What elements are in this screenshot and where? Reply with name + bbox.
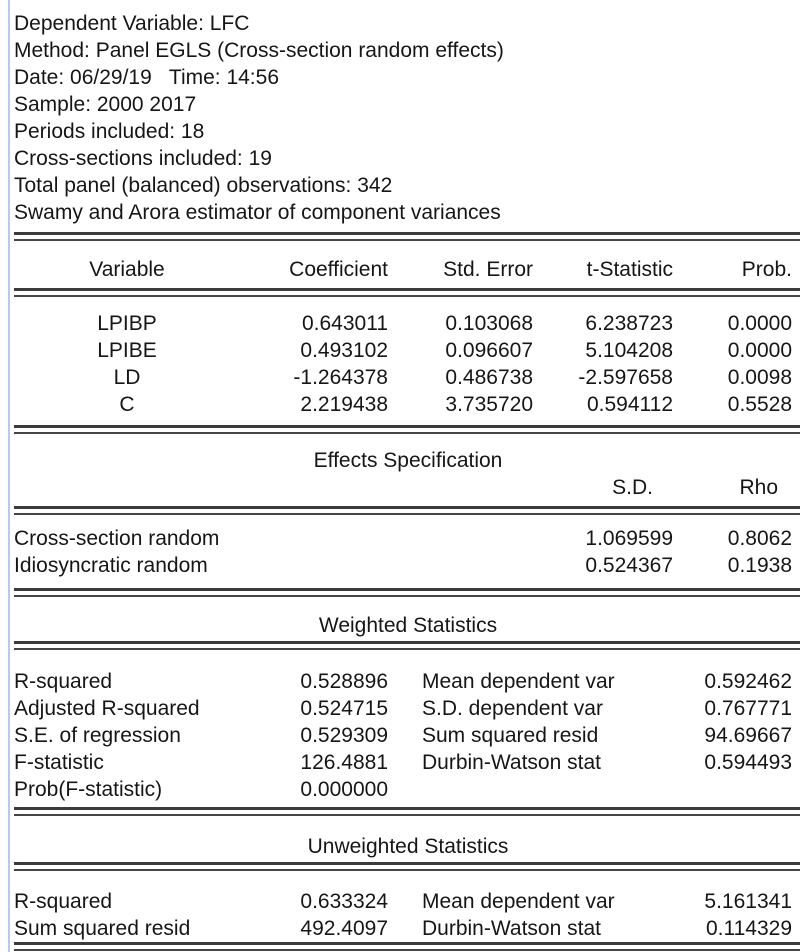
stat-label: Adjusted R-squared: [14, 697, 200, 720]
spacer: [14, 474, 533, 501]
stat-value: 94.69667: [704, 724, 792, 747]
stat-label: Durbin-Watson stat: [422, 751, 601, 774]
divider-rule: [14, 425, 800, 434]
stat-value: 0.592462: [704, 670, 792, 693]
cross-sections-line: Cross-sections included: 19: [14, 147, 272, 170]
coefficient-cell: 2.219438: [300, 393, 388, 416]
stat-value: [644, 776, 792, 803]
coefficient-cell: -1.264378: [293, 366, 388, 389]
stat-value: 492.4097: [300, 917, 388, 940]
column-header-rho: Rho: [739, 476, 778, 499]
column-header-coefficient: Coefficient: [289, 258, 388, 281]
t-statistic-cell: 5.104208: [585, 339, 673, 362]
variable-cell: LPIBE: [97, 339, 157, 362]
coefficient-cell: 0.493102: [300, 339, 388, 362]
method-line: Method: Panel EGLS (Cross-section random effects): [14, 39, 504, 62]
std-error-cell: 0.096607: [445, 339, 533, 362]
stat-value: 0.524715: [300, 697, 388, 720]
sd-value: 0.524367: [585, 554, 673, 577]
stat-value: 0.767771: [704, 697, 792, 720]
stat-value: 5.161341: [704, 890, 792, 913]
stat-label: S.D. dependent var: [422, 697, 603, 720]
divider-rule: [14, 506, 800, 515]
divider-rule: [14, 862, 800, 871]
std-error-cell: 0.486738: [445, 366, 533, 389]
divider-rule: [14, 232, 800, 241]
stat-label: Mean dependent var: [422, 890, 615, 913]
divider-rule: [14, 588, 800, 597]
coefficient-table-body: [14, 310, 792, 418]
sd-value: 1.069599: [585, 527, 673, 550]
column-header-prob: Prob.: [741, 258, 792, 281]
stat-label: Sum squared resid: [14, 917, 191, 940]
t-statistic-cell: -2.597658: [578, 366, 673, 389]
dependent-variable-line: Dependent Variable: LFC: [14, 12, 250, 35]
sample-line: Sample: 2000 2017: [14, 93, 197, 116]
effects-specification-header: [14, 474, 792, 501]
effects-specification-body: [14, 525, 792, 579]
stat-label: [388, 776, 644, 803]
stat-value: 0.528896: [300, 670, 388, 693]
estimator-line: Swamy and Arora estimator of component variances: [14, 201, 501, 224]
divider-rule: [14, 641, 800, 650]
divider-rule: [14, 807, 800, 816]
weighted-statistics-title: Weighted Statistics: [318, 614, 498, 637]
stat-value: 0.000000: [300, 778, 388, 801]
column-header-t-statistic: t-Statistic: [586, 258, 673, 281]
weighted-statistics-body: [14, 668, 792, 803]
stat-label: Mean dependent var: [422, 670, 615, 693]
prob-cell: 0.0000: [727, 339, 792, 362]
column-header-std-error: Std. Error: [443, 258, 533, 281]
std-error-cell: 0.103068: [445, 312, 533, 335]
t-statistic-cell: 0.594112: [586, 393, 673, 416]
unweighted-statistics-title: Unweighted Statistics: [307, 835, 509, 858]
coefficient-table-header: [14, 256, 792, 283]
regression-summary-header: [14, 0, 800, 226]
date-time-line: Date: 06/29/19 Time: 14:56: [14, 66, 280, 89]
prob-cell: 0.5528: [727, 393, 792, 416]
prob-cell: 0.0000: [727, 312, 792, 335]
stat-label: Durbin-Watson stat: [422, 917, 601, 940]
std-error-cell: 3.735720: [445, 393, 533, 416]
stat-label: S.E. of regression: [14, 724, 181, 747]
stat-label: Prob(F-statistic): [14, 778, 163, 801]
stat-value: 0.114329: [705, 917, 792, 940]
coefficient-cell: 0.643011: [301, 312, 388, 335]
stat-value: 0.529309: [300, 724, 388, 747]
column-header-variable: Variable: [89, 258, 165, 281]
divider-rule: [14, 288, 800, 297]
stat-value: 0.633324: [300, 890, 388, 913]
periods-line: Periods included: 18: [14, 120, 205, 143]
effects-label: Idiosyncratic random: [14, 554, 208, 577]
t-statistic-cell: 6.238723: [585, 312, 673, 335]
variable-cell: LPIBP: [97, 312, 157, 335]
variable-cell: LD: [113, 366, 141, 389]
eviews-regression-output: [8, 0, 800, 952]
observations-line: Total panel (balanced) observations: 342: [14, 174, 393, 197]
effects-label: Cross-section random: [14, 527, 220, 550]
stat-value: 0.594493: [704, 751, 792, 774]
column-header-sd: S.D.: [612, 476, 653, 499]
divider-rule: [14, 942, 800, 951]
stat-label: Sum squared resid: [422, 724, 599, 747]
variable-cell: C: [119, 393, 135, 416]
stat-label: F-statistic: [14, 751, 104, 774]
stat-value: 126.4881: [300, 751, 388, 774]
effects-specification-title: Effects Specification: [313, 449, 503, 472]
unweighted-statistics-body: [14, 888, 792, 942]
stat-label: R-squared: [14, 890, 113, 913]
prob-cell: 0.0098: [727, 366, 792, 389]
rho-value: 0.8062: [727, 527, 792, 550]
stat-label: R-squared: [14, 670, 113, 693]
rho-value: 0.1938: [727, 554, 792, 577]
